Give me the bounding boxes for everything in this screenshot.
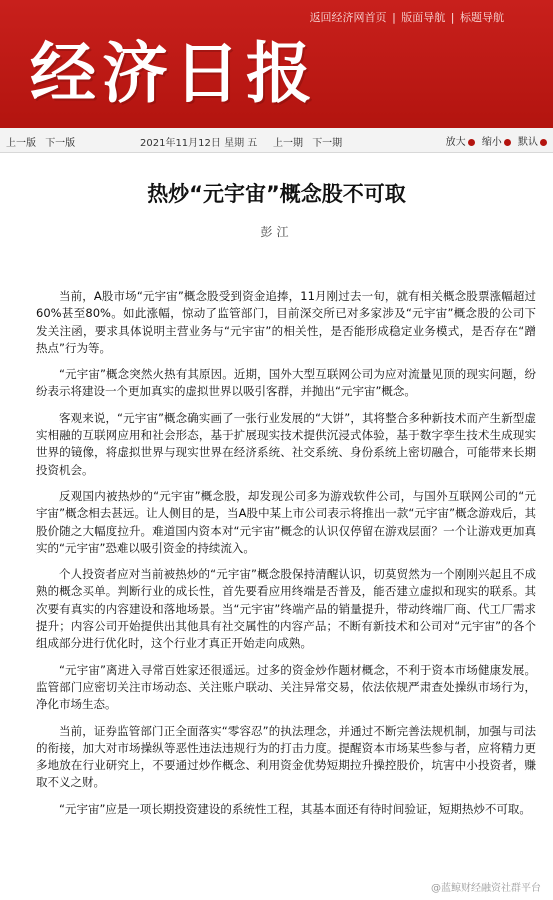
- watermark: @蓝鲸财经融资社群平台: [431, 883, 541, 894]
- article-paragraph: “元宇宙”离进入寻常百姓家还很遥远。过多的资金炒作题材概念，不利于资本市场健康发展。监管部门应密切关注市场动态、关注账户联动、关注异常交易，依法依规严肃查处操纵市场行为，净化市场生态。: [36, 662, 536, 712]
- link-separator: |: [392, 11, 396, 24]
- issue-date: 2021年11月12日 星期 五: [140, 138, 258, 149]
- article-paragraph: “元宇宙”概念突然火热有其原因。近期，国外大型互联网公司为应对流量见顶的现实问题，纷纷表示将建设一个更加真实的虚拟世界以吸引客群，并抛出“元宇宙”概念。: [36, 367, 536, 399]
- zoom-out-control[interactable]: 缩小: [482, 137, 511, 148]
- top-links: [309, 9, 505, 25]
- prev-issue-link[interactable]: 上一期: [273, 138, 303, 149]
- issue-nav: [273, 134, 348, 149]
- article-paragraph: “元宇宙”应是一项长期投资建设的系统性工程，其基本面还有待时间验证，短期热炒不可取。: [59, 801, 531, 816]
- article-paragraph: 当前，A股市场“元宇宙”概念股受到资金追捧，11月刚过去一旬，就有相关概念股票涨幅超过60%甚至80%。如此涨幅，惊动了监管部门，目前深交所已对多家涉及“元宇宙”概念股的公司下发关注函，要求具体说明主营业务与“元宇宙”的相关性，是否能形成稳定业务模式，是否存在“蹭热点”行为等。: [36, 289, 536, 355]
- article-title: 热炒“元宇宙”概念股不可取: [147, 182, 406, 206]
- link-title-nav[interactable]: 标题导航: [460, 11, 504, 24]
- article-author: 彭江: [260, 225, 293, 239]
- article-paragraph: 当前，证券监管部门正全面落实“零容忍”的执法理念，并通过不断完善法规机制，加强与司法的衔接，加大对市场操纵等恶性违法违规行为的打击力度。提醒资本市场某些参与者，应将精力更多地放在行业研究上，不要通过炒作概念、利用资金优势短期拉升操控股价，坑害中小投资者，赚取不义之财。: [36, 723, 536, 790]
- masthead: [0, 0, 553, 128]
- zoom-in-icon: [468, 139, 475, 146]
- link-page-nav[interactable]: 版面导航: [401, 11, 446, 24]
- font-size-controls: [442, 133, 547, 148]
- edition-nav: [6, 134, 81, 149]
- edition-navbar: [0, 128, 553, 153]
- zoom-out-icon: [504, 139, 511, 146]
- zoom-in-control[interactable]: 放大: [446, 137, 475, 148]
- link-separator: |: [450, 11, 455, 24]
- prev-edition-link[interactable]: 上一版: [6, 138, 36, 149]
- link-back-to-home[interactable]: 返回经济网首页: [309, 11, 387, 24]
- newspaper-logo: 经济日报: [30, 34, 318, 112]
- next-edition-link[interactable]: 下一版: [45, 138, 76, 149]
- default-size-icon: [540, 139, 547, 146]
- article-paragraph: 反观国内被热炒的“元宇宙”概念股，却发现公司多为游戏软件公司，与国外互联网公司的“元宇宙”概念相去甚远。让人侧目的是，当A股中某上市公司表示将推出一款“元宇宙”概念游戏后，其股价随之大幅度拉升。难道国内资本对“元宇宙”概念的认识仅停留在游戏层面？一个让游戏更加真实的“元宇宙”恐难以吸引资金的持续流入。: [36, 488, 536, 555]
- article-body: [36, 288, 536, 827]
- next-issue-link[interactable]: 下一期: [312, 138, 343, 149]
- article-paragraph: 个人投资者应对当前被热炒的“元宇宙”概念股保持清醒认识，切莫贸然为一个刚刚兴起且不成熟的概念买单。判断行业的成长性，首先要看应用终端是否普及，能否建立虚拟和现实的联系。其次要有真实的内容建设和落地场景。当“元宇宙”终端产品的销量提升，带动终端厂商、代工厂需求提升；内容公司开始提供出其他具有社交属性的内容产品；不断有新技术和公司对“元宇宙”的各个组成部分进行优化时，这个行业才真正开始走向成熟。: [36, 567, 536, 651]
- default-size-control[interactable]: 默认: [518, 137, 547, 148]
- article-paragraph: 客观来说，“元宇宙”概念确实画了一张行业发展的“大饼”，其将整合多种新技术而产生新型虚实相融的互联网应用和社会形态，基于扩展现实技术提供沉浸式体验，基于数字孪生技术生成现实世界的镜像，将虚拟世界与现实世界在经济系统、社交系统、身份系统上密切融合，可能带来长期投资机会。: [36, 410, 536, 477]
